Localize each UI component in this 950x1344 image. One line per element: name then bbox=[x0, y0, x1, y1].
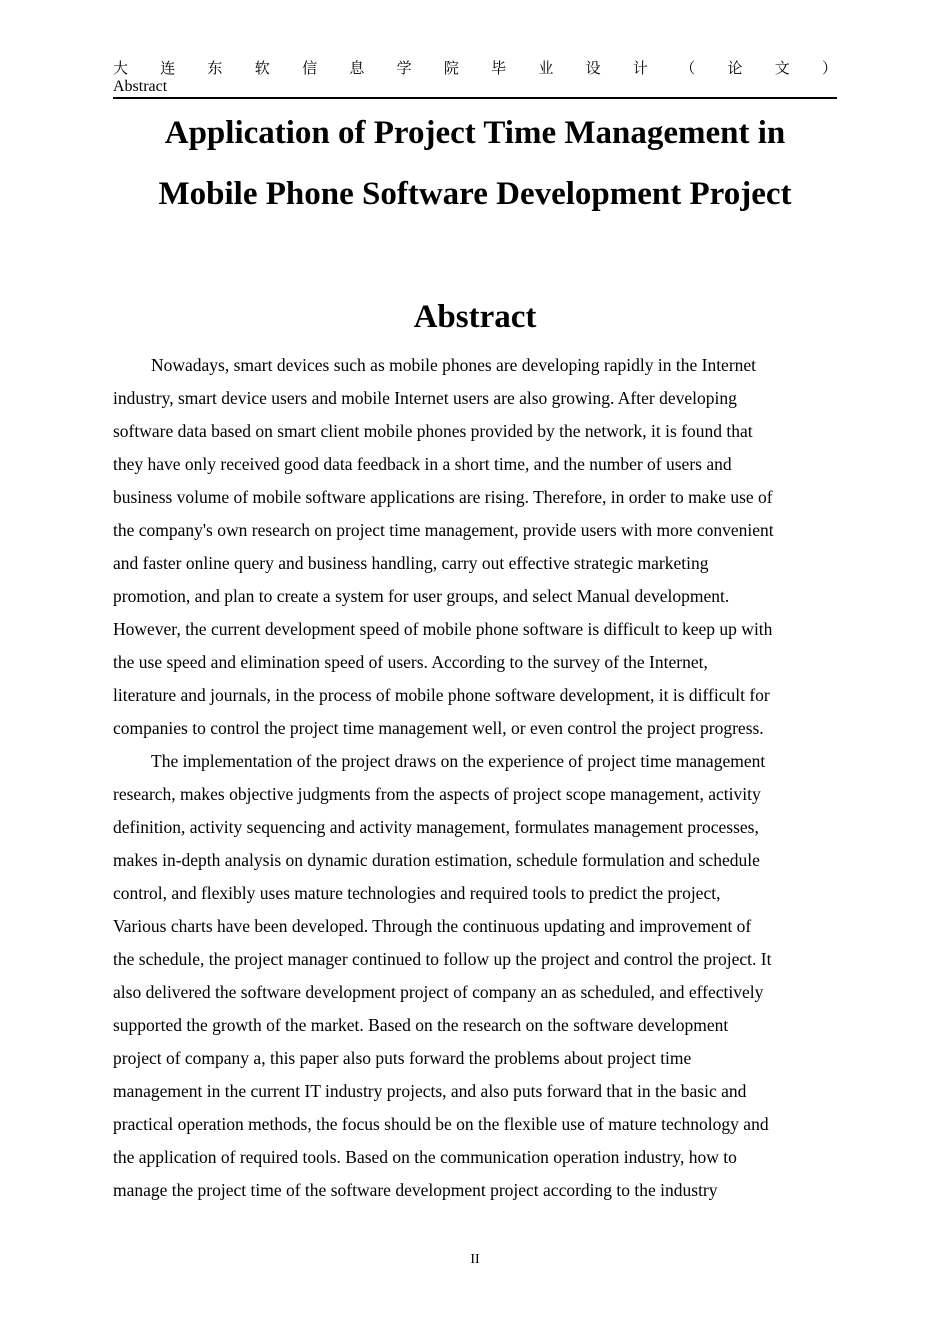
paragraph-1-line: literature and journals, in the process of mobile phone software development, it is difficult for bbox=[113, 685, 770, 705]
header-char: 文 bbox=[774, 59, 790, 77]
paragraph-1-line: companies to control the project time management well, or even control the project progress. bbox=[113, 718, 764, 738]
paragraph-1-line: software data based on smart client mobile phones provided by the network, it is found that bbox=[113, 421, 753, 441]
header-char: 东 bbox=[207, 59, 223, 77]
running-header bbox=[113, 58, 837, 96]
header-char: （ bbox=[680, 59, 696, 77]
paragraph-2-line: the application of required tools. Based on the communication operation industry, how to bbox=[113, 1147, 737, 1167]
header-school-title bbox=[113, 58, 837, 78]
header-char: 学 bbox=[396, 59, 412, 77]
paragraph-1-line: promotion, and plan to create a system for user groups, and select Manual development. bbox=[113, 586, 730, 606]
header-char: 信 bbox=[302, 59, 318, 77]
header-char: ） bbox=[821, 59, 837, 77]
paragraph-2-line: Various charts have been developed. Through the continuous updating and improvement of bbox=[113, 916, 752, 936]
header-char: 软 bbox=[254, 59, 270, 77]
thesis-title-line-2: Mobile Phone Software Development Project bbox=[158, 176, 792, 212]
paragraph-1-line: they have only received good data feedback in a short time, and the number of users and bbox=[113, 454, 732, 474]
paragraph-1-line: and faster online query and business handling, carry out effective strategic marketing bbox=[113, 553, 709, 573]
paragraph-2-line: project of company a, this paper also puts forward the problems about project time bbox=[113, 1048, 692, 1068]
paragraph-2-line: also delivered the software development project of company an as scheduled, and effectively bbox=[113, 982, 764, 1002]
paragraph-2-line: the schedule, the project manager continued to follow up the project and control the project. It bbox=[113, 949, 772, 969]
header-char: 毕 bbox=[491, 59, 507, 77]
paragraph-1-line: the use speed and elimination speed of users. According to the survey of the Internet, bbox=[113, 652, 708, 672]
header-char: 息 bbox=[349, 59, 365, 77]
paragraph-1-line: However, the current development speed of mobile phone software is difficult to keep up with bbox=[113, 619, 773, 639]
header-section-label: Abstract bbox=[113, 78, 168, 95]
paragraph-1-line: Nowadays, smart devices such as mobile phones are developing rapidly in the Internet bbox=[151, 355, 757, 375]
header-divider bbox=[113, 97, 837, 99]
paragraph-2-line: definition, activity sequencing and activity management, formulates management processes, bbox=[113, 817, 759, 837]
header-char: 大 bbox=[113, 59, 129, 77]
header-char: 业 bbox=[538, 59, 554, 77]
paragraph-2-line: practical operation methods, the focus should be on the flexible use of mature technology and bbox=[113, 1114, 769, 1134]
thesis-title-line-1: Application of Project Time Management in bbox=[164, 115, 786, 151]
thesis-title bbox=[113, 103, 837, 225]
header-char: 设 bbox=[585, 59, 601, 77]
header-char: 论 bbox=[727, 59, 743, 77]
paragraph-2-line: control, and flexibly uses mature technologies and required tools to predict the project, bbox=[113, 883, 721, 903]
page-number: II bbox=[470, 1252, 480, 1267]
paragraph-2-line: The implementation of the project draws on the experience of project time management bbox=[151, 751, 766, 771]
header-char: 院 bbox=[443, 59, 459, 77]
header-char: 连 bbox=[160, 59, 176, 77]
paragraph-2-line: management in the current IT industry projects, and also puts forward that in the basic and bbox=[113, 1081, 747, 1101]
paragraph-2-line: research, makes objective judgments from the aspects of project scope management, activity bbox=[113, 784, 761, 804]
document-page bbox=[113, 0, 837, 1344]
header-char: 计 bbox=[632, 59, 648, 77]
paragraph-2-line: makes in-depth analysis on dynamic duration estimation, schedule formulation and schedule bbox=[113, 850, 760, 870]
paragraph-2-line: manage the project time of the software development project according to the industry bbox=[113, 1180, 718, 1200]
abstract-heading: Abstract bbox=[413, 299, 537, 335]
abstract-body bbox=[113, 349, 837, 1207]
paragraph-1-line: the company's own research on project time management, provide users with more convenient bbox=[113, 520, 774, 540]
paragraph-1-line: industry, smart device users and mobile Internet users are also growing. After developing bbox=[113, 388, 737, 408]
paragraph-2-line: supported the growth of the market. Based on the research on the software development bbox=[113, 1015, 729, 1035]
paragraph-1-line: business volume of mobile software applications are rising. Therefore, in order to make use of bbox=[113, 487, 773, 507]
